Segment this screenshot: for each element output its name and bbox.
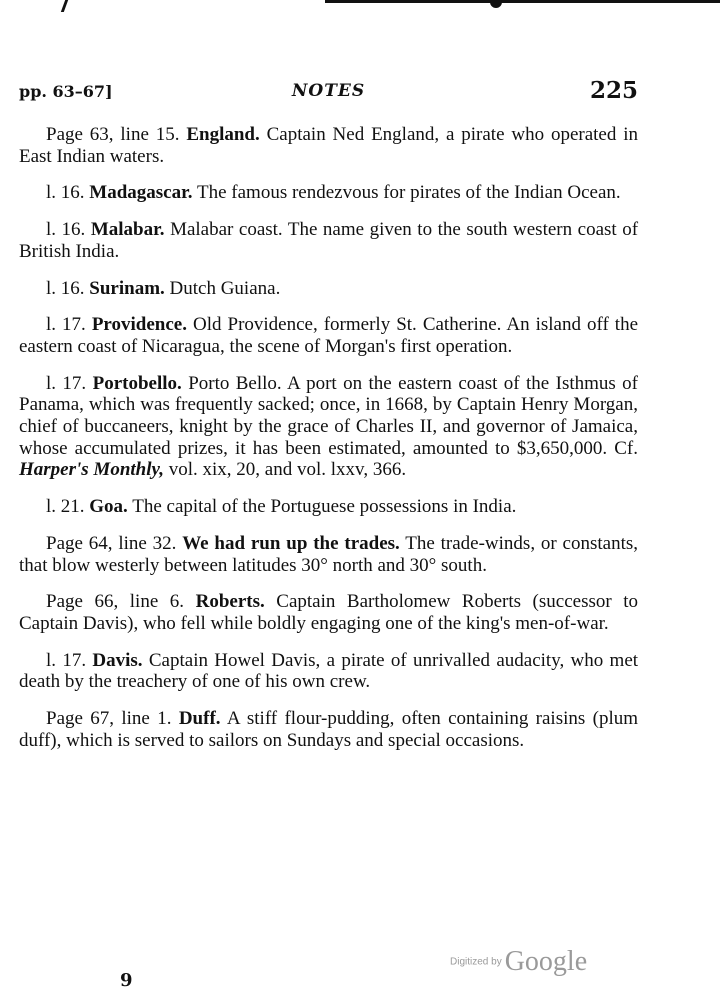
note-reference: l. 17. <box>46 649 87 671</box>
note-citation-detail: vol. xix, 20, and vol. lxxv, 366. <box>168 459 407 481</box>
note-reference: Page 64, line 32. <box>46 532 177 554</box>
note-term: Davis. <box>92 649 143 671</box>
note-entry <box>19 278 638 300</box>
digitization-watermark <box>450 946 587 978</box>
top-border-ornament <box>490 0 502 8</box>
note-reference: l. 16. <box>46 219 86 241</box>
note-entry <box>19 182 638 204</box>
top-left-mark <box>61 0 68 12</box>
note-entry <box>19 496 638 518</box>
note-reference: Page 67, line 1. <box>46 708 172 730</box>
note-text: Porto Bello. A port on the eastern coast of the Isthmus of Panama, which was frequently sacked; once, in 1668, by Captain Henry Morgan, chief of buccaneers, knight by the grace of Charles II, and governor of Jamaica, whose accumulated prizes, it has been estimated, amounted to $3,650,000. Cf. <box>19 372 639 459</box>
note-term: Portobello. <box>92 372 182 394</box>
note-entry <box>19 314 638 357</box>
note-text: A stiff flour-pudding, often containing raisins (plum duff), which is served to sailors on Sundays and special occasions. <box>19 708 639 751</box>
note-term: Malabar. <box>90 219 165 241</box>
note-text: The famous rendezvous for pirates of the Indian Ocean. <box>196 182 621 204</box>
note-reference: l. 21. <box>46 496 85 518</box>
note-reference: l. 16. <box>46 277 85 299</box>
running-head <box>19 77 638 106</box>
note-term: Madagascar. <box>89 182 193 204</box>
note-entry <box>19 219 638 262</box>
top-border-rule <box>325 0 720 3</box>
note-reference: l. 17. <box>46 314 86 336</box>
section-title: NOTES <box>291 81 366 101</box>
note-text: The capital of the Portuguese possessions in India. <box>132 496 517 518</box>
note-reference: l. 17. <box>46 372 87 394</box>
note-text: Captain Ned England, a pirate who operated in East Indian waters. <box>19 124 638 167</box>
note-term: We had run up the trades. <box>182 532 400 554</box>
note-reference: Page 66, line 6. <box>46 591 185 613</box>
note-text: Malabar coast. The name given to the south western coast of British India. <box>19 219 639 262</box>
note-entry <box>19 591 638 634</box>
google-logo: Google <box>504 946 588 977</box>
note-text: Old Providence, formerly St. Catherine. An island off the eastern coast of Nicaragua, the scene of Morgan's first operation. <box>19 314 639 357</box>
note-term: Goa. <box>89 496 128 518</box>
note-reference: l. 16. <box>46 182 85 204</box>
note-entry <box>19 373 638 482</box>
note-term: Duff. <box>178 708 221 730</box>
note-entry <box>19 124 638 167</box>
note-text: Captain Bartholomew Roberts (successor to Captain Davis), who fell while boldly engaging one of the king's men-of-war. <box>19 591 639 634</box>
note-entry <box>19 708 638 751</box>
page-range: pp. 63–67] <box>19 82 113 101</box>
note-reference: Page 63, line 15. <box>46 124 180 145</box>
signature-mark: 9 <box>120 970 133 991</box>
note-term: Roberts. <box>195 591 265 613</box>
page-number: 225 <box>589 77 638 104</box>
note-term: Surinam. <box>89 277 165 299</box>
note-entry <box>19 650 638 693</box>
note-text: Dutch Guiana. <box>169 277 281 299</box>
notes-list <box>19 124 638 766</box>
watermark-prefix: Digitized by <box>450 956 502 968</box>
note-text: The trade-winds, or constants, that blow westerly between latitudes 30° north and 30° south. <box>19 532 638 576</box>
note-term: Providence. <box>91 314 187 336</box>
note-term: England. <box>186 124 260 145</box>
note-citation-title: Harper's Monthly, <box>19 459 164 481</box>
note-entry <box>19 533 638 576</box>
note-text: Captain Howel Davis, a pirate of unrivalled audacity, who met death by the treachery of one of his own crew. <box>19 649 639 693</box>
